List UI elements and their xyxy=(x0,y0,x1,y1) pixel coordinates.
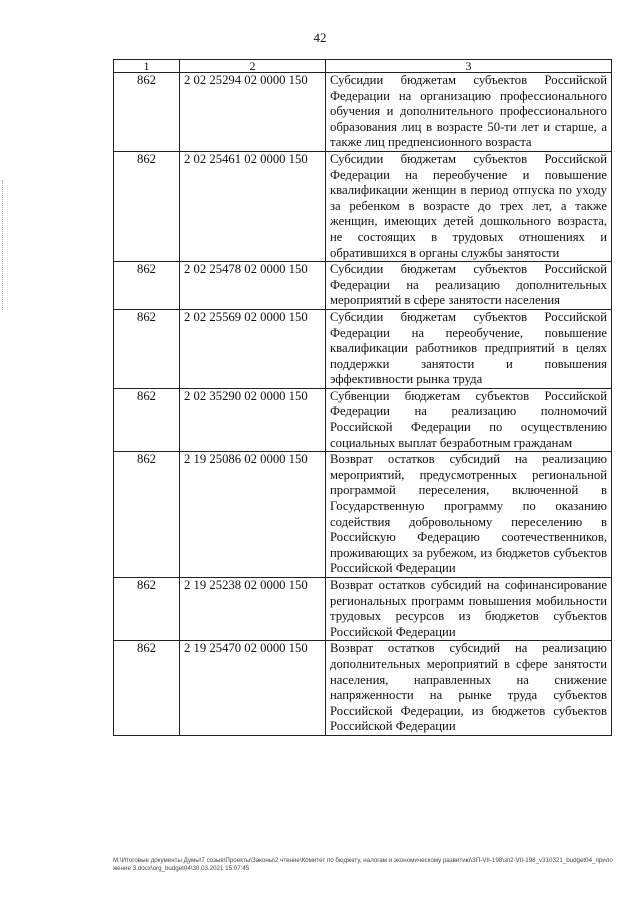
budget-code-cell: 2 19 25470 02 0000 150 xyxy=(180,641,326,736)
scan-edge-mark xyxy=(2,180,4,310)
budget-code-cell: 2 19 25086 02 0000 150 xyxy=(180,452,326,578)
budget-code-cell: 2 02 25461 02 0000 150 xyxy=(180,151,326,261)
table-row xyxy=(114,262,612,310)
budget-codes-table xyxy=(113,59,612,736)
description-cell: Субвенции бюджетам субъектов Российской Федерации на реализацию полномочий Российской Федерации по осуществлению социальных выплат безработным гражданам xyxy=(326,388,612,451)
document-path-footer: M:\Итоговые документы Думы\7 созыв\Проекты\Законы\2 чтение\Комитет по бюджету, налогам и экономическому развитию\ЗП-VII-198\зп2-VII-198_v310321_budget04_приложение 3.docx\org_budget04\30.03.2021 15:07:45 xyxy=(113,857,613,872)
description-cell: Субсидии бюджетам субъектов Российской Федерации на переобучение и повышение квалификации женщин в период отпуска по уходу за ребенком в возрасте до трех лет, а также женщин, имеющих детей дошкольного возраста, не состоящих в трудовых отношениях и обратившихся в органы службы занятости xyxy=(326,151,612,261)
table-row xyxy=(114,388,612,451)
budget-code-cell: 2 02 25294 02 0000 150 xyxy=(180,73,326,152)
description-cell: Возврат остатков субсидий на реализацию мероприятий, предусмотренных региональной программой переселения, включенной в Государственную программу по оказанию содействия добровольному переселению в Российскую Федерацию соотечественников, проживающих за рубежом, из бюджетов субъектов Российской Федерации xyxy=(326,452,612,578)
budget-code-cell: 2 19 25238 02 0000 150 xyxy=(180,578,326,641)
admin-code-cell: 862 xyxy=(114,151,180,261)
description-cell: Субсидии бюджетам субъектов Российской Федерации на реализацию дополнительных мероприятий в сфере занятости населения xyxy=(326,262,612,310)
admin-code-cell: 862 xyxy=(114,388,180,451)
table-header-row xyxy=(114,60,612,73)
table-row xyxy=(114,309,612,388)
table-row xyxy=(114,73,612,152)
admin-code-cell: 862 xyxy=(114,309,180,388)
column-header-2: 2 xyxy=(180,60,326,73)
table-row xyxy=(114,151,612,261)
description-cell: Субсидии бюджетам субъектов Российской Федерации на организацию профессионального обучения и дополнительного профессионального образования лиц в возрасте 50-ти лет и старше, а также лиц предпенсионного возраста xyxy=(326,73,612,152)
admin-code-cell: 862 xyxy=(114,262,180,310)
table-row xyxy=(114,452,612,578)
budget-code-cell: 2 02 25478 02 0000 150 xyxy=(180,262,326,310)
description-cell: Субсидии бюджетам субъектов Российской Федерации на переобучение, повышение квалификации работников предприятий в целях поддержки занятости и повышения эффективности рынка труда xyxy=(326,309,612,388)
admin-code-cell: 862 xyxy=(114,641,180,736)
column-header-3: 3 xyxy=(326,60,612,73)
budget-code-cell: 2 02 35290 02 0000 150 xyxy=(180,388,326,451)
table-row xyxy=(114,578,612,641)
admin-code-cell: 862 xyxy=(114,452,180,578)
page-number: 42 xyxy=(313,30,327,45)
admin-code-cell: 862 xyxy=(114,578,180,641)
admin-code-cell: 862 xyxy=(114,73,180,152)
column-header-1: 1 xyxy=(114,60,180,73)
description-cell: Возврат остатков субсидий на реализацию дополнительных мероприятий в сфере занятости населения, направленных на снижение напряженности на рынке труда субъектов Российской Федерации, из бюджетов субъектов Российской Федерации xyxy=(326,641,612,736)
budget-code-cell: 2 02 25569 02 0000 150 xyxy=(180,309,326,388)
description-cell: Возврат остатков субсидий на софинансирование региональных программ повышения мобильности трудовых ресурсов из бюджетов субъектов Российской Федерации xyxy=(326,578,612,641)
table-row xyxy=(114,641,612,736)
